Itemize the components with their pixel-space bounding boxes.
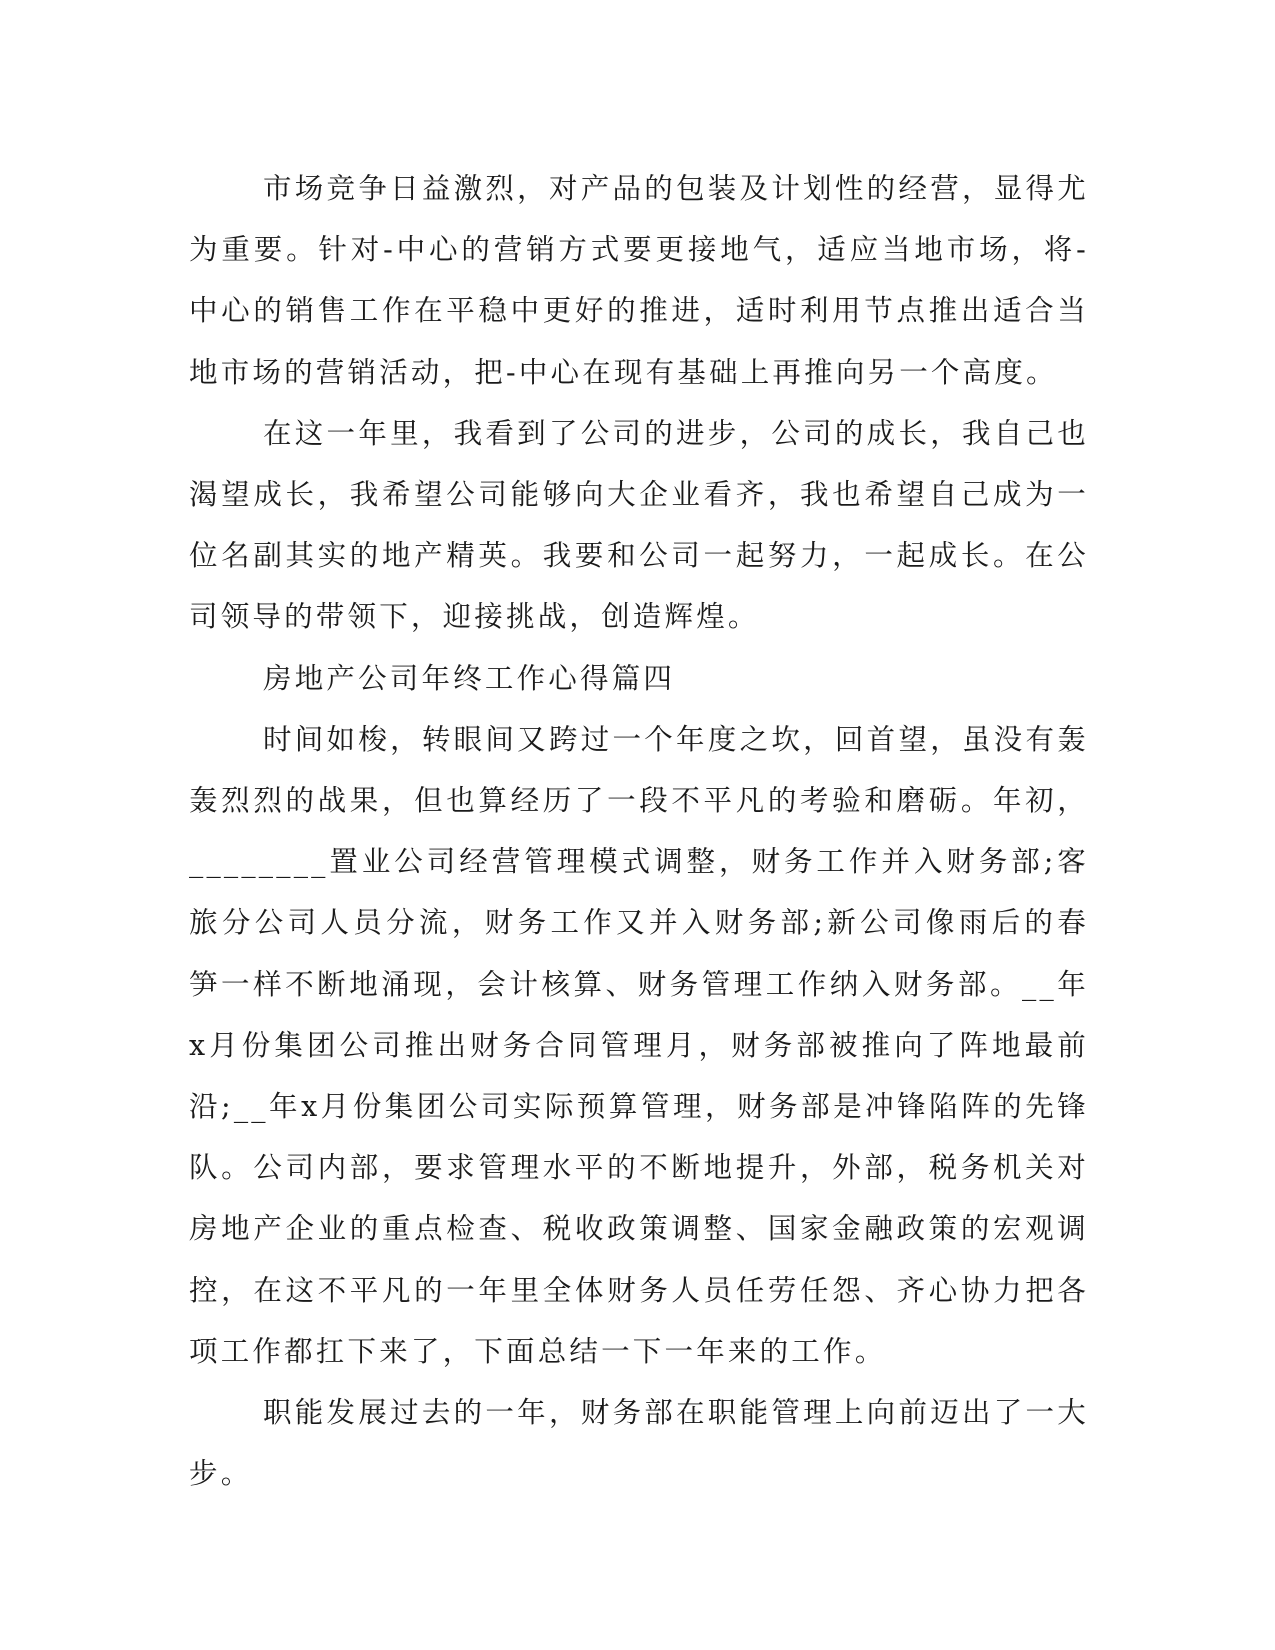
paragraph: 时间如梭，转眼间又跨过一个年度之坎，回首望，虽没有轰轰烈烈的战果，但也算经历了一段不平凡的考验和磨砺。年初，________置业公司经营管理模式调整，财务工作并入财务部;客旅分公司人员分流，财务工作又并入财务部;新公司像雨后的春笋一样不断地涌现，会计核算、财务管理工作纳入财务部。__年x月份集团公司推出财务合同管理月，财务部被推向了阵地最前沿;__年x月份集团公司实际预算管理，财务部是冲锋陷阵的先锋队。公司内部，要求管理水平的不断地提升，外部，税务机关对房地产企业的重点检查、税收政策调整、国家金融政策的宏观调控，在这不平凡的一年里全体财务人员任劳任怨、齐心协力把各项工作都扛下来了，下面总结一下一年来的工作。 (189, 722, 1089, 1368)
paragraph: 市场竞争日益激烈，对产品的包装及计划性的经营，显得尤为重要。针对-中心的营销方式要更接地气，适应当地市场，将-中心的销售工作在平稳中更好的推进，适时利用节点推出适合当地市场的营销活动，把-中心在现有基础上再推向另一个高度。 (189, 172, 1089, 389)
paragraph: 职能发展过去的一年，财务部在职能管理上向前迈出了一大步。 (189, 1396, 1089, 1491)
paragraph: 在这一年里，我看到了公司的进步，公司的成长，我自己也渴望成长，我希望公司能够向大企业看齐，我也希望自己成为一位名副其实的地产精英。我要和公司一起努力，一起成长。在公司领导的带领下，迎接挑战，创造辉煌。 (189, 416, 1089, 634)
section-title: 房地产公司年终工作心得篇四 (263, 661, 676, 695)
document-body (189, 158, 1089, 1504)
